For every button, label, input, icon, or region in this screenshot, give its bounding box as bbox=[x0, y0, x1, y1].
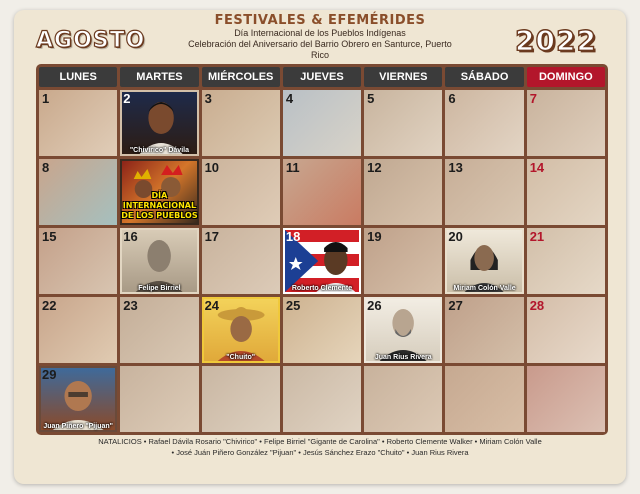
event-caption: Felipe Birriel bbox=[138, 285, 181, 292]
day-number: 29 bbox=[42, 367, 57, 382]
weekday-sunday: DOMINGO bbox=[527, 67, 605, 87]
day-cell[interactable] bbox=[445, 228, 523, 294]
weekday-thursday: JUEVES bbox=[283, 67, 361, 87]
day-cell[interactable] bbox=[364, 159, 442, 225]
weekday-monday: LUNES bbox=[39, 67, 117, 87]
day-number: 19 bbox=[367, 229, 382, 244]
empty-cell bbox=[283, 366, 361, 432]
day-cell[interactable] bbox=[445, 297, 523, 363]
day-cell[interactable] bbox=[445, 159, 523, 225]
day-cell[interactable] bbox=[202, 90, 280, 156]
day-number: 20 bbox=[448, 229, 463, 244]
day-number: 8 bbox=[42, 160, 50, 175]
day-number: 28 bbox=[529, 298, 545, 313]
empty-cell bbox=[445, 366, 523, 432]
day-cell[interactable] bbox=[527, 90, 605, 156]
page-title: FESTIVALES & EFEMÉRIDES bbox=[214, 13, 426, 28]
day-number: 2 bbox=[123, 91, 131, 106]
footer-line-1: NATALICIOS • Rafael Dávila Rosario "Chivirico" • Felipe Birriel "Gigante de Carolina" • Roberto Clemente Walker • Miriam Colón Valle bbox=[98, 437, 542, 446]
day-number: 25 bbox=[285, 298, 301, 313]
day-cell[interactable] bbox=[527, 159, 605, 225]
event-title: DÍA INTERNACIONAL DE LOS PUEBLOS bbox=[121, 191, 198, 220]
weekday-saturday: SÁBADO bbox=[445, 67, 523, 87]
day-number: 7 bbox=[529, 91, 537, 106]
event-caption: Juan Rius Rivera bbox=[374, 354, 432, 361]
portrait-photo bbox=[122, 92, 196, 154]
day-number: 24 bbox=[204, 298, 220, 313]
weekday-tuesday: MARTES bbox=[120, 67, 198, 87]
footer-births bbox=[40, 436, 600, 458]
subtitle-line-2: Celebración del Aniversario del Barrio Obrero en Santurce, Puerto Rico bbox=[188, 39, 452, 60]
day-number: 11 bbox=[285, 160, 300, 175]
empty-cell bbox=[364, 366, 442, 432]
subtitle-line-1: Día Internacional de los Pueblos Indígenas bbox=[234, 28, 406, 38]
day-number: 17 bbox=[204, 229, 220, 244]
day-number: 13 bbox=[448, 160, 463, 175]
day-cell[interactable] bbox=[283, 159, 361, 225]
day-cell[interactable] bbox=[283, 228, 361, 294]
day-number: 23 bbox=[123, 298, 138, 313]
year-label: 2022 bbox=[515, 24, 597, 57]
day-number: 21 bbox=[529, 229, 545, 244]
day-number: 10 bbox=[204, 160, 220, 175]
calendar-header bbox=[180, 13, 460, 61]
day-cell[interactable] bbox=[364, 297, 442, 363]
empty-cell bbox=[202, 366, 280, 432]
day-number: 5 bbox=[367, 91, 375, 106]
weekday-wednesday: MIÉRCOLES bbox=[202, 67, 280, 87]
day-number: 18 bbox=[285, 229, 301, 244]
day-number: 27 bbox=[448, 298, 463, 313]
weekday-friday: VIERNES bbox=[364, 67, 442, 87]
day-cell[interactable] bbox=[39, 159, 117, 225]
day-cell[interactable] bbox=[283, 90, 361, 156]
day-cell[interactable] bbox=[39, 297, 117, 363]
empty-cell bbox=[527, 366, 605, 432]
day-cell[interactable] bbox=[283, 297, 361, 363]
event-caption: Juan Piñero "Pijuan" bbox=[43, 423, 113, 430]
day-cell[interactable] bbox=[39, 90, 117, 156]
event-caption: "Chivirico" Dávila bbox=[129, 147, 189, 154]
day-number: 14 bbox=[529, 160, 545, 175]
day-cell[interactable] bbox=[39, 228, 117, 294]
day-cell[interactable] bbox=[120, 297, 198, 363]
footer-line-2: • José Juán Piñero González "Pijuan" • Jesús Sánchez Erazo "Chuito" • Juan Rius Rivera bbox=[171, 448, 469, 457]
day-number: 22 bbox=[42, 298, 57, 313]
day-cell[interactable] bbox=[202, 159, 280, 225]
day-cell[interactable] bbox=[364, 228, 442, 294]
day-number: 26 bbox=[367, 298, 382, 313]
calendar-grid bbox=[36, 64, 608, 435]
day-number: 15 bbox=[42, 229, 57, 244]
day-cell[interactable] bbox=[364, 90, 442, 156]
day-cell[interactable] bbox=[120, 228, 198, 294]
day-cell[interactable] bbox=[202, 297, 280, 363]
month-label: AGOSTO bbox=[36, 28, 146, 53]
day-cell[interactable] bbox=[120, 159, 198, 225]
day-cell[interactable] bbox=[120, 90, 198, 156]
day-number: 1 bbox=[42, 91, 50, 106]
day-number: 6 bbox=[448, 91, 456, 106]
day-cell[interactable] bbox=[527, 297, 605, 363]
empty-cell bbox=[120, 366, 198, 432]
day-cell[interactable] bbox=[202, 228, 280, 294]
day-cell[interactable] bbox=[39, 366, 117, 432]
day-cell[interactable] bbox=[527, 228, 605, 294]
event-caption: Miriam Colón Valle bbox=[453, 285, 516, 292]
day-number: 3 bbox=[204, 91, 212, 106]
day-number: 4 bbox=[285, 91, 294, 106]
day-number: 12 bbox=[367, 160, 382, 175]
day-cell[interactable] bbox=[445, 90, 523, 156]
event-caption: "Chuito" bbox=[226, 354, 256, 361]
day-number: 16 bbox=[123, 229, 138, 244]
event-caption: Roberto Clemente bbox=[291, 285, 353, 292]
